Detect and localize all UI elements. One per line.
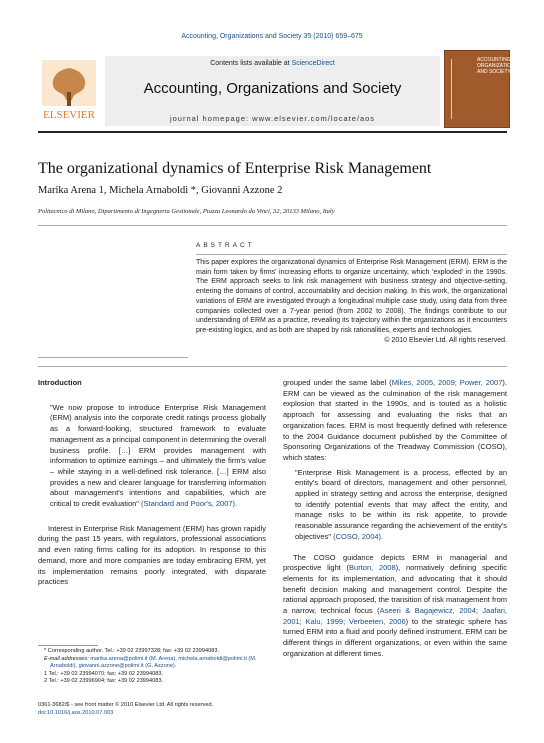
coso-paragraph: [283, 553, 507, 660]
footnotes: [38, 648, 266, 686]
citation-link[interactable]: Aseeri & Bagajewicz, 2004; Jaafari, 2001; Kalu, 1999; Verbeeten, 2006: [283, 606, 507, 626]
quote-text: "We now propose to introduce Enterprise Risk Management (ERM) analysis into the corporate credit ratings process globally as a forward-looking, structured framework to evaluate management as a principal component in determining the overall business profile. […] ERM provides management with information to optimize earnings – and ultimately the firm's value – while staying in a well-defined risk tolerance. […] ERM also provides a new and clearer language for transferring information about management's intentions and capabilities, which are critical to credit evaluation": [50, 402, 266, 509]
paragraph-text: grouped under the same label (: [283, 378, 392, 387]
coso-quote: [295, 468, 507, 543]
abstract-divider: [196, 254, 507, 255]
section-heading: Introduction: [38, 378, 82, 387]
footnote-1: 1 Tel.: +39 02 23994070; fax: +39 02 23994083.: [44, 670, 164, 677]
issn-line: 0361-3682/$ - see front matter © 2010 Elsevier Ltd. All rights reserved.: [38, 702, 214, 708]
article-doi-block: [38, 702, 266, 717]
journal-title: Accounting, Organizations and Society: [143, 80, 402, 97]
email-label: E-mail addresses:: [44, 655, 91, 662]
author-affiliation: Politecnico di Milano, Dipartimento di Ingegneria Gestionale, Piazza Leonardo da Vinci, 32, 20133 Milano, Italy: [38, 208, 335, 215]
paragraph-text: The COSO guidance depicts ERM in managerial and prospective light (: [283, 552, 507, 573]
running-header: Accounting, Organizations and Society 35 (2010) 659–675: [181, 33, 363, 40]
journal-homepage: [105, 114, 440, 123]
paragraph-continued: [283, 378, 507, 464]
abstract-copyright: © 2010 Elsevier Ltd. All rights reserved.: [384, 336, 507, 344]
cover-title: ACCOUNTING ORGANIZATIONS AND SOCIETY: [477, 57, 519, 75]
abstract-body: [196, 258, 507, 345]
header-divider: [38, 131, 507, 133]
citation-link[interactable]: Burton, 2008: [349, 563, 396, 573]
title-divider: [38, 225, 507, 226]
citation-link[interactable]: (COSO, 2004).: [333, 531, 384, 541]
abstract-heading: ABSTRACT: [196, 242, 255, 249]
info-divider: [38, 357, 188, 358]
publisher-logo-text: ELSEVIER: [43, 109, 95, 121]
intro-paragraph: Interest in Enterprise Risk Management (ERM) has grown rapidly during the past 15 years, with regulators, professional associations and even rating firms calling for its adoption. In response to this demand, more and more companies are today embracing ERM, yet its implementation remains poorly integrated, with disparate practices: [38, 523, 266, 587]
corresponding-footnote: * Corresponding author. Tel.: +39 02 23997328; fax: +39 02 23994083.: [44, 648, 219, 654]
citation-link[interactable]: Mikes, 2005, 2009; Power, 2007: [391, 378, 503, 387]
contents-line: [105, 60, 440, 67]
abstract-text: This paper explores the organizational dynamics of Enterprise Risk Management (ERM). ERM is the main form taken by firms' increasing efforts to organize uncertainty, which 'exploded' in the 1990s. The ERM approach seeks to link risk management with business strategy and objective-setting, entering the domains of control, accountability and decision making. In this work, the organizational variations of ERM are investigated through a longitudinal multiple case study, using data from three companies collected over a 7-year period (from 2002 to 2008). The findings contribute to our understanding of ERM as a practice, revealing its trajectory within the organizations as it encounters pre-existing logics, and as both are shaped by risk rationalities, experts and technologies.: [196, 259, 507, 334]
paragraph-text: ), normatively defining specific elements for its implementation, and advocating that it should benefit decision making and management control. Despite the rational approach proposed, the transition of risk management from a narrow, technical focus (: [283, 563, 507, 616]
quote-text: "Enterprise Risk Management is a process, effected by an entity's board of directors, management and other personnel, applied in strategy setting and across the enterprise, designed to identify potential events that may affect the entity, and manage risks to be within its risk appetite, to provide reasonable assurance regarding the achievement of the entity's objectives": [295, 467, 507, 541]
body-column-left: [38, 378, 266, 588]
footnote-divider: [38, 645, 98, 646]
citation-link[interactable]: (Standard and Poor's, 2007).: [141, 499, 238, 509]
paragraph-text: ). ERM can be viewed as the culmination of the risk management explosion that started in the 1990s, and is touted as a holistic approach for assessing and evaluating the risks that an organization faces. ERM is most frequently defined with reference to the 2004 Guidance document published by the Committee of Sponsoring Organizations of the Treadway Commission (COSO), which states:: [283, 378, 507, 462]
article-authors: Marika Arena 1, Michela Arnaboldi *, Giovanni Azzone 2: [38, 185, 283, 196]
article-title: The organizational dynamics of Enterprise Risk Management: [38, 160, 432, 177]
body-divider: [38, 366, 507, 367]
homepage-link[interactable]: www.elsevier.com/locate/aos: [252, 114, 376, 123]
elsevier-tree-icon: [38, 56, 100, 126]
email-footnote: [38, 656, 266, 671]
contents-prefix: Contents lists available at: [210, 60, 292, 67]
cover-decoration: [451, 59, 472, 119]
paragraph-text: ) to the strategic sphere has turned ERM into a fluid and poorly defined instrument. ERM can be different things in different organizations, or even within the same organization at different times.: [283, 616, 507, 658]
opening-quote: [50, 403, 266, 510]
homepage-prefix: journal homepage:: [169, 114, 253, 123]
footnote-2: 2 Tel.: +39 02 23996904; fax: +39 02 23994083.: [44, 678, 164, 685]
elsevier-logo: [38, 56, 100, 126]
body-column-right: [283, 378, 507, 660]
email-links[interactable]: marika.arena@polimi.it (M. Arena), michela.arnaboldi@polimi.it (M. Arnaboldi), giovanni.azzone@polimi.it (G. Azzone).: [50, 655, 257, 670]
doi-link[interactable]: doi:10.1016/j.aos.2010.07.003: [38, 709, 114, 716]
sciencedirect-link[interactable]: ScienceDirect: [291, 60, 335, 67]
journal-cover: [444, 50, 519, 128]
